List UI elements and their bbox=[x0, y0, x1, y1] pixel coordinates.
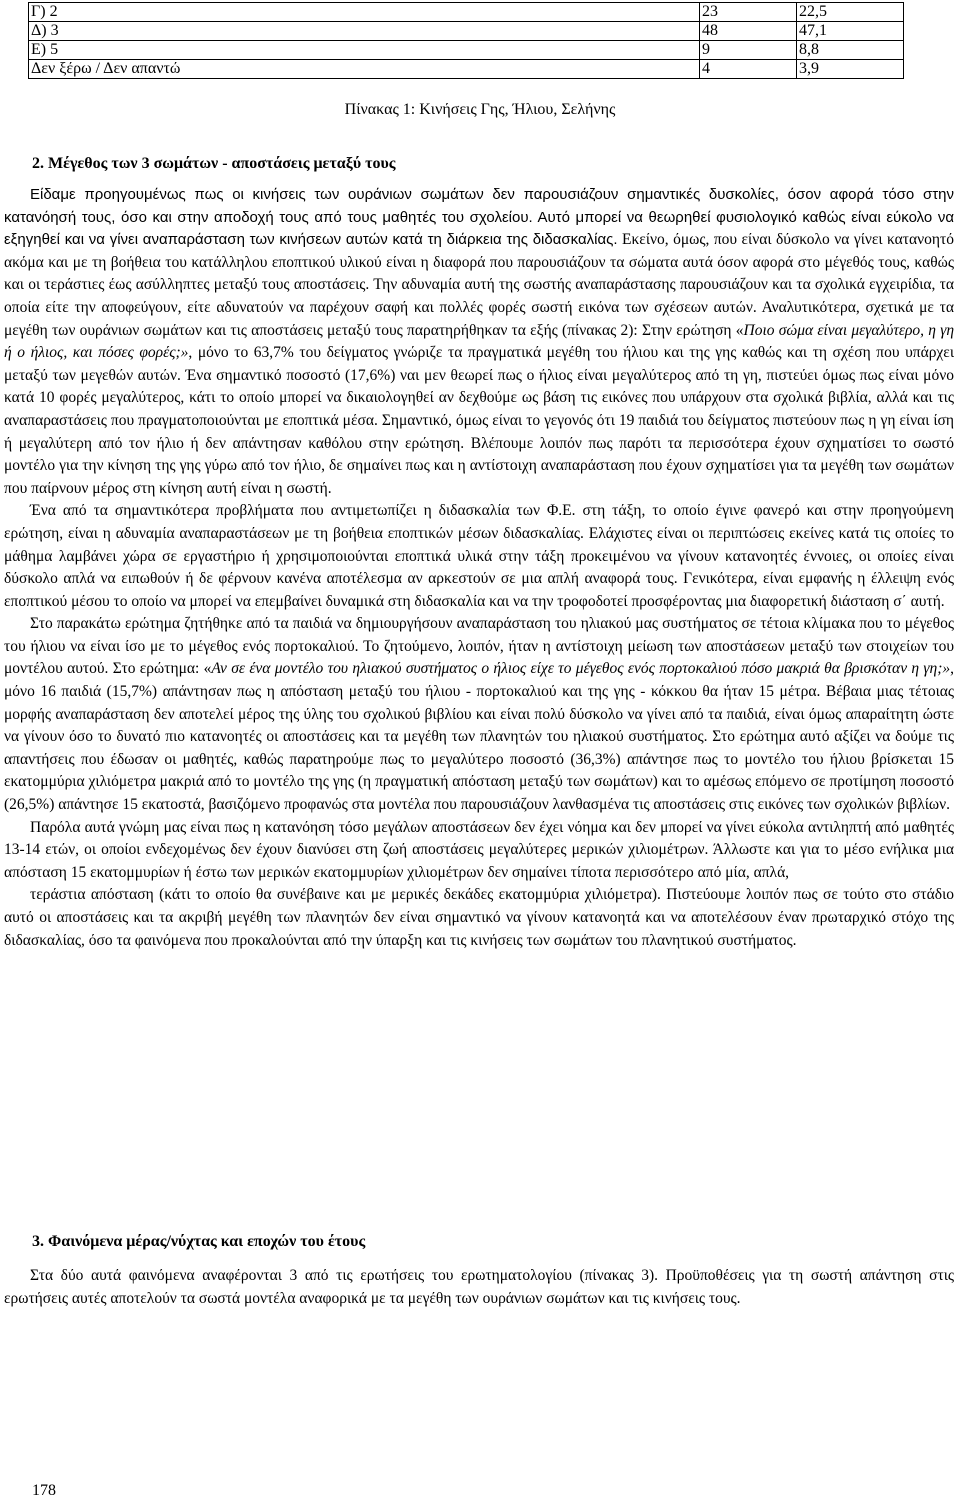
table-cell-percent: 47,1 bbox=[797, 22, 904, 41]
paragraph bbox=[4, 613, 954, 816]
table-caption: Πίνακας 1: Κινήσεις Γης, Ήλιου, Σελήνης bbox=[344, 101, 616, 118]
table-cell-label: Ε) 5 bbox=[29, 41, 700, 60]
table-cell-percent: 3,9 bbox=[797, 60, 904, 79]
section-2-heading: 2. Μέγεθος των 3 σωμάτων - αποστάσεις μεταξύ τους bbox=[32, 155, 396, 172]
results-table bbox=[28, 2, 904, 79]
table-cell-percent: 22,5 bbox=[797, 3, 904, 22]
paragraph-text: Εκείνο, όμως, που είναι δύσκολο να γίνει κατανοητό ακόμα και με τη βοήθεια του κατάλληλου εποπτικού υλικού είναι η διαφορά που παρουσιάζουν τα σώματα αυτά όσον αφορά στο μέγεθός τους, καθώς και οι τεράστιες έως ασύλληπτες μεταξύ τους αποστάσεις. Την αδυναμία αυτή της σωστής αναπαράστασης παρουσιάζουν και τα σχολικά εγχειρίδια, τα οποία είτε την αποφεύγουν, είτε αδυνατούν να παρέχουν σαφή και πολλές φορές σωστή εικόνα των σχέσεων αυτών. Αναλυτικότερα, σχετικά με τα μεγέθη των ουράνιων σωμάτων και τις αποστάσεις μεταξύ τους παρατηρήθηκαν τα εξής (πίνακας 2): Στην ερώτηση « bbox=[4, 231, 954, 339]
table-cell-count: 4 bbox=[700, 60, 797, 79]
paragraph-text: Στο παρακάτω ερώτημα ζητήθηκε από τα παιδιά να δημιουργήσουν αναπαράσταση του ηλιακού μας συστήματος σε τέτοια κλίμακα που το μέγεθος του ήλιου να είναι ίσο με το μέγεθος ενός πορτοκαλιού. Το ζητούμενο, λοιπόν, ήταν η αντίστοιχη μείωση των αποστάσεων μεταξύ των στοιχείων του μοντέλου αυτού. Στο ερώτημα: « bbox=[4, 615, 954, 678]
table-cell-label: Γ) 2 bbox=[29, 3, 700, 22]
paragraph-text-sans: Είδαμε προηγουμένως πως οι κινήσεις των ουράνιων σωμάτων δεν παρουσιάζουν σημαντικές δυσκολίες, όσον αφορά τόσο στην κατανόησή τους, όσο και στην αποδοχή τους από τους μαθητές του σχολείου. Αυτό μπορεί να θεωρηθεί φυσιολογικό καθώς είναι εύκολο να εξηγηθεί και να γίνει αναπαράσταση των κινήσεων αυτών κατά τη διάρκεια της διδασκαλίας. bbox=[4, 186, 954, 249]
paragraph: Στα δύο αυτά φαινόμενα αναφέρονται 3 από τις ερωτήσεις του ερωτηματολογίου (πίνακας 3). Προϋποθέσεις για τη σωστή απάντηση στις ερωτήσεις αυτές αποτελούν τα σωστά μοντέλα αναφορικά με τα μεγέθη των ουράνιων σωμάτων και τις κινήσεις τους. bbox=[4, 1267, 954, 1307]
table-cell-label: Δεν ξέρω / Δεν απαντώ bbox=[29, 60, 700, 79]
table-cell-count: 23 bbox=[700, 3, 797, 22]
table-cell-count: 48 bbox=[700, 22, 797, 41]
table-row bbox=[29, 3, 904, 22]
section-3-heading: 3. Φαινόμενα μέρας/νύχτας και εποχών του έτους bbox=[32, 1233, 366, 1250]
table-row bbox=[29, 41, 904, 60]
paragraph: Ένα από τα σημαντικότερα προβλήματα που αντιμετωπίζει η διδασκαλία των Φ.Ε. στη τάξη, το οποίο έγινε φανερό και στην προηγούμενη ερώτηση, είναι η αδυναμία αναπαραστάσεων με τη βοήθεια εποπτικών μέσων διδασκαλίας. Ελάχιστες είναι οι περιπτώσεις εκείνες κατά τις οποίες το μάθημα λαμβάνει χώρα σε εργαστήριο ή χρησιμοποιούνται εποπτικά υλικά στην τάξη προκειμένου να γίνουν κατανοητές έννοιες, οι οποίες είναι δύσκολο απλά να ειπωθούν ή δε φέρνουν κανένα αποτέλεσμα αν αρκεστούν σε μια απλή αναφορά τους. Γενικότερα, είναι εμφανής η έλλειψη ενός εποπτικού μέσου το οποίο να μπορεί να επεμβαίνει δυναμικά στη διδασκαλία και να την τροφοδοτεί προσφέροντας μια διαφορετική διάσταση σ΄ αυτή. bbox=[4, 502, 954, 610]
paragraph bbox=[4, 184, 954, 500]
question-quote: Αν σε ένα μοντέλο του ηλιακού συστήματος ο ήλιος είχε το μέγεθος ενός πορτοκαλιού πόσο μακριά θα βρισκόταν η γη;» bbox=[211, 660, 951, 678]
paragraph-text: , μόνο 16 παιδιά (15,7%) απάντησαν πως η απόσταση μεταξύ του ήλιου - πορτοκαλιού και της γης - κόκκου θα ήταν 15 μέτρα. Βέβαια μιας τέτοιας μορφής αναπαράσταση δεν αποτελεί μέρος της ύλης του σχολικού βιβλίου και είναι πολύ δύσκολο να γίνει από τα παιδιά, είναι όμως απαραίτητη ώστε να γίνουν όσο το δυνατό πιο κατανοητές οι αποστάσεις και τα μεγέθη των πλανητών του ηλιακού συστήματος. Στο ερώτημα αυτό αξίζει να δούμε τις απαντήσεις που έδωσαν οι μαθητές, καθώς παρατηρούμε πως το μεγαλύτερο ποσοστό (36,3%) απάντησε πως το μοντέλο του ήλιου βρίσκεται 15 εκατομμύρια χιλιόμετρα μακριά από το μοντέλο της γης (η πραγματική απόσταση μεταξύ των σωμάτων) και το αμέσως επόμενο σε προτίμηση ποσοστό (26,5%) απάντησε 15 εκατοστά, βασιζόμενο προφανώς στα μοντέλα που παρουσιάζουν λανθασμένα τις αποστάσεις στις εικόνες των σχολικών βιβλίων. bbox=[4, 660, 955, 814]
page-number: 178 bbox=[32, 1482, 56, 1499]
section-2-body bbox=[4, 184, 954, 952]
question-quote: Ποιο σώμα είναι μεγαλύτερο, η γη ή ο ήλιος, και πόσες φορές;» bbox=[4, 321, 955, 362]
table-row bbox=[29, 22, 904, 41]
paragraph-text: , μόνο το 63,7% του δείγματος γνώριζε τα πραγματικά μεγέθη του ήλιου και της γης καθώς και τη σχέση που υπάρχει μεταξύ των μεγεθών αυτών. Ένα σημαντικό ποσοστό (17,6%) ναι μεν θεωρεί πως ο ήλιος είναι μεγαλύτερος από τη γη, πιστεύει όμως πως είναι μόνο κατά 10 φορές μεγαλύτερος, κάτι το οποίο μπορεί να δικαιολογηθεί αν δεχθούμε ως βάση τις εικόνες που υπάρχουν στα σχολικά βιβλία, αλλά και τις αναπαραστάσεις που πραγματοποιούνται με εποπτικά μέσα. Σημαντικό, όμως είναι το γεγονός ότι 19 παιδιά του δείγματος πιστεύουν πως η γη είναι ίση ή μεγαλύτερη από τον ήλιο ή δεν απάντησαν καθόλου στην ερώτηση. Βλέπουμε λοιπόν πως παρότι τα περισσότερα έχουν σχηματίσει το σωστό μοντέλο για την κίνηση της γης γύρω από τον ήλιο, δε σημαίνει πως και η αντίστοιχη αναπαράσταση που έχουν σχηματίσει για τα μεγέθη των σωμάτων που παίρνουν μέρος στη κίνηση αυτή είναι η σωστή. bbox=[4, 344, 954, 497]
section-3-body bbox=[4, 1265, 954, 1310]
paragraph: τεράστια απόσταση (κάτι το οποίο θα συνέβαινε και με μερικές δεκάδες εκατομμύρια χιλιόμετρα). Πιστεύουμε λοιπόν πως σε τούτο στο στάδιο αυτό οι αποστάσεις και τα ακριβή μεγέθη των πλανητών δεν είναι σημαντικό να γίνουν κατανοητά και να αποτελέσουν έναν πρωταρχικό στόχο της διδασκαλίας, όσο τα φαινόμενα που προκαλούνται από την ύπαρξη και τις κινήσεις των σωμάτων του πλανητικού συστήματος. bbox=[4, 886, 954, 949]
table-row bbox=[29, 60, 904, 79]
paragraph: Παρόλα αυτά γνώμη μας είναι πως η κατανόηση τόσο μεγάλων αποστάσεων δεν έχει νόημα και δεν μπορεί να γίνει εύκολα αντιληπτή από μαθητές 13-14 ετών, οι οποίοι ενδεχομένως δεν έχουν διανύσει στη ζωή αποστάσεις μεγαλύτερες μερικών χιλιομέτρων. Άλλωστε και για το μέσο ενήλικα μια απόσταση 15 εκατομμυρίων ή έστω των μερικών εκατομμυρίων χιλιομέτρων δεν σημαίνει τίποτα περισσότερο από μία, απλά, bbox=[4, 818, 954, 881]
table-cell-label: Δ) 3 bbox=[29, 22, 700, 41]
table-cell-percent: 8,8 bbox=[797, 41, 904, 60]
table-cell-count: 9 bbox=[700, 41, 797, 60]
